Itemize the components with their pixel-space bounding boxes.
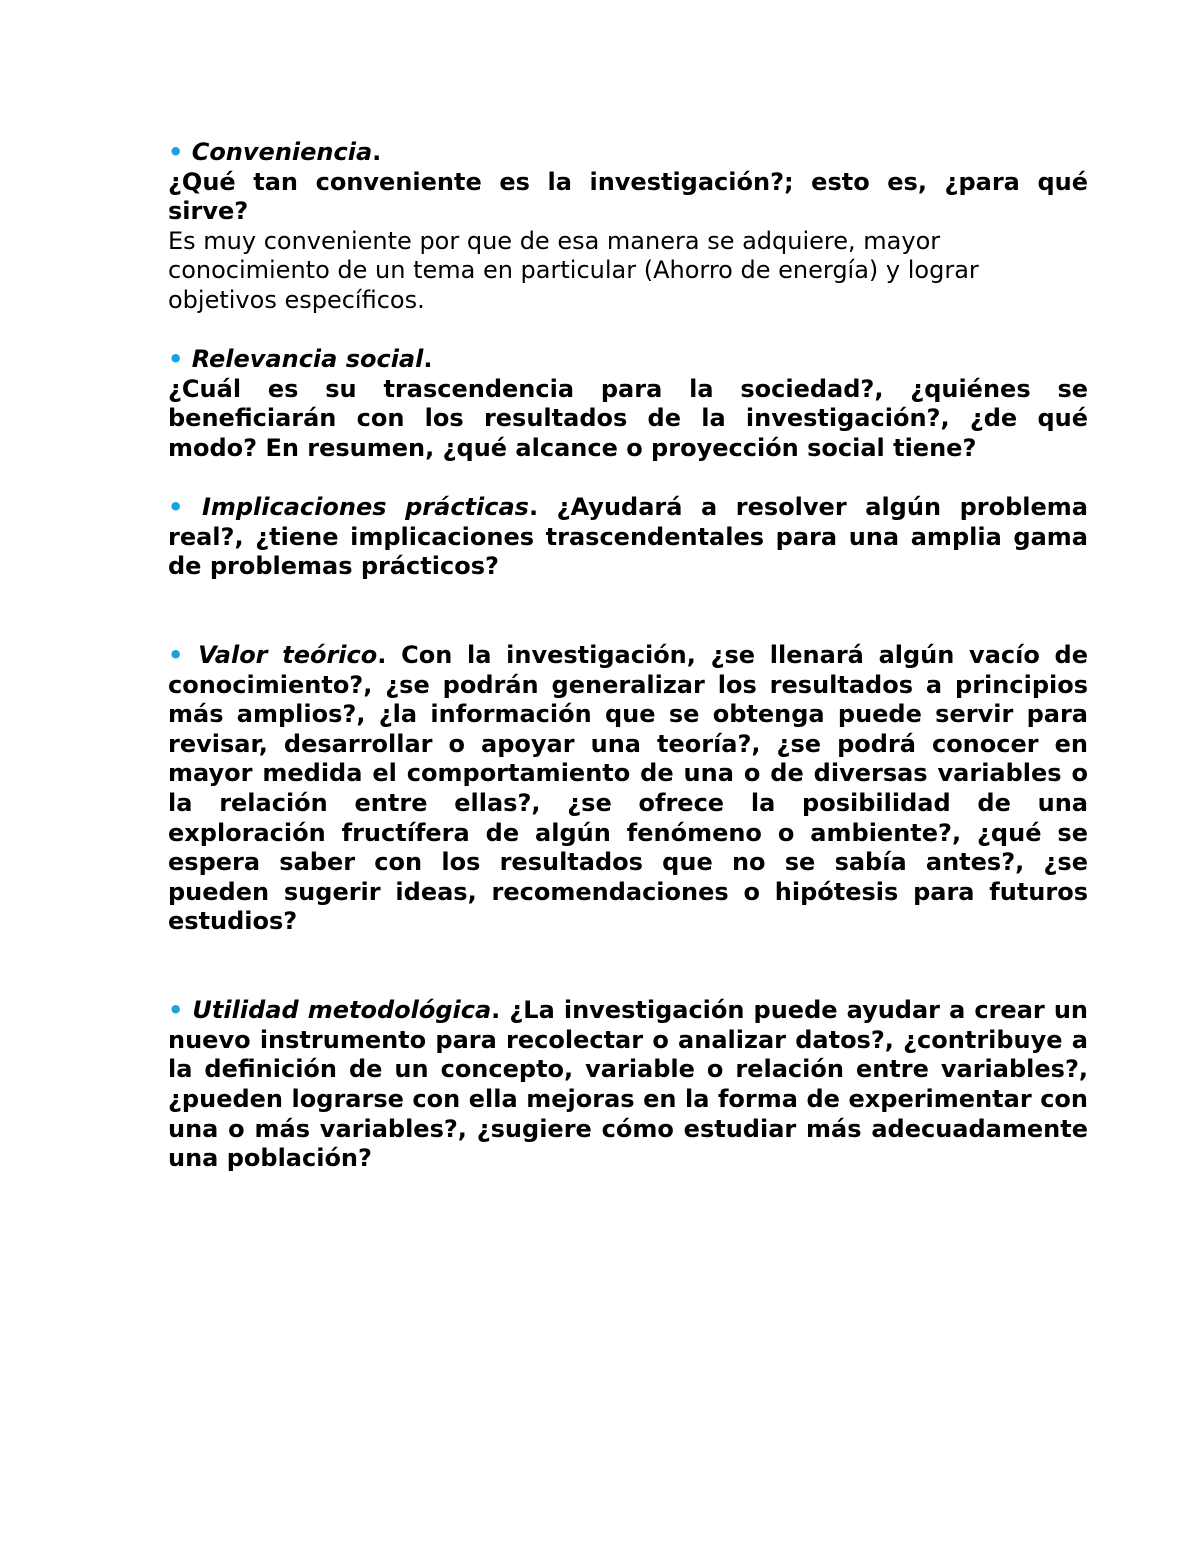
section-heading: Relevancia social bbox=[191, 345, 424, 374]
bullet-icon: • bbox=[168, 641, 184, 670]
bullet-icon: • bbox=[168, 138, 184, 166]
section-utilidad-metodologica bbox=[168, 996, 1088, 1174]
section-heading: Implicaciones prácticas bbox=[201, 493, 529, 522]
section-conveniencia bbox=[168, 138, 1088, 227]
bullet-icon: • bbox=[168, 996, 184, 1025]
bullet-icon: • bbox=[168, 493, 184, 522]
section-question: ¿Qué tan conveniente es la investigación?; esto es, ¿para qué sirve? bbox=[168, 167, 1088, 226]
section-question: ¿Ayudará a resolver algún problema real?, ¿tiene implicaciones trascendentales para una amplia gama de problemas prácticos? bbox=[168, 493, 1089, 581]
section-question: ¿La investigación puede ayudar a crear un nuevo instrumento para recolectar o analizar datos?, ¿contribuye a la definición de un concepto, variable o relación entre variables?, ¿pueden lograrse con ella mejoras en la forma de experimentar con una o más variables?, ¿sugiere cómo estudiar más adecuadamente una población? bbox=[168, 996, 1088, 1173]
section-question: Con la investigación, ¿se llenará algún vacío de conocimiento?, ¿se podrán generalizar los resultados a principios más amplios?, ¿la información que se obtenga puede servir para revisar, desarrollar o apoyar una teoría?, ¿se podrá conocer en mayor medida el comportamiento de una o de diversas variables o la relación entre ellas?, ¿se ofrece la posibilidad de una exploración fructífera de algún fenómeno o ambiente?, ¿qué se espera saber con los resultados que no se sabía antes?, ¿se pueden sugerir ideas, recomendaciones o hipótesis para futuros estudios? bbox=[168, 641, 1089, 936]
heading-suffix: . bbox=[528, 493, 539, 522]
section-valor-teorico bbox=[168, 641, 1088, 937]
heading-suffix: . bbox=[423, 345, 433, 374]
heading-suffix: . bbox=[372, 138, 382, 166]
section-relevancia-social bbox=[168, 345, 1088, 463]
heading-suffix: . bbox=[491, 996, 501, 1025]
section-heading: Conveniencia bbox=[191, 138, 373, 166]
section-implicaciones-practicas bbox=[168, 493, 1088, 582]
section-heading: Utilidad metodológica bbox=[192, 996, 492, 1025]
section-question: ¿Cuál es su trascendencia para la sociedad?, ¿quiénes se beneficiarán con los resultados de la investigación?, ¿de qué modo? En resumen, ¿qué alcance o proyección social tiene? bbox=[168, 374, 1088, 462]
heading-suffix: . bbox=[377, 641, 387, 670]
document-page bbox=[168, 138, 1088, 1174]
section-answer: Es muy conveniente por que de esa manera se adquiere, mayor conocimiento de un tema en particular (Ahorro de energía) y lograr objetivos específicos. bbox=[168, 226, 979, 314]
section-heading: Valor teórico bbox=[198, 641, 378, 670]
bullet-icon: • bbox=[168, 345, 184, 374]
